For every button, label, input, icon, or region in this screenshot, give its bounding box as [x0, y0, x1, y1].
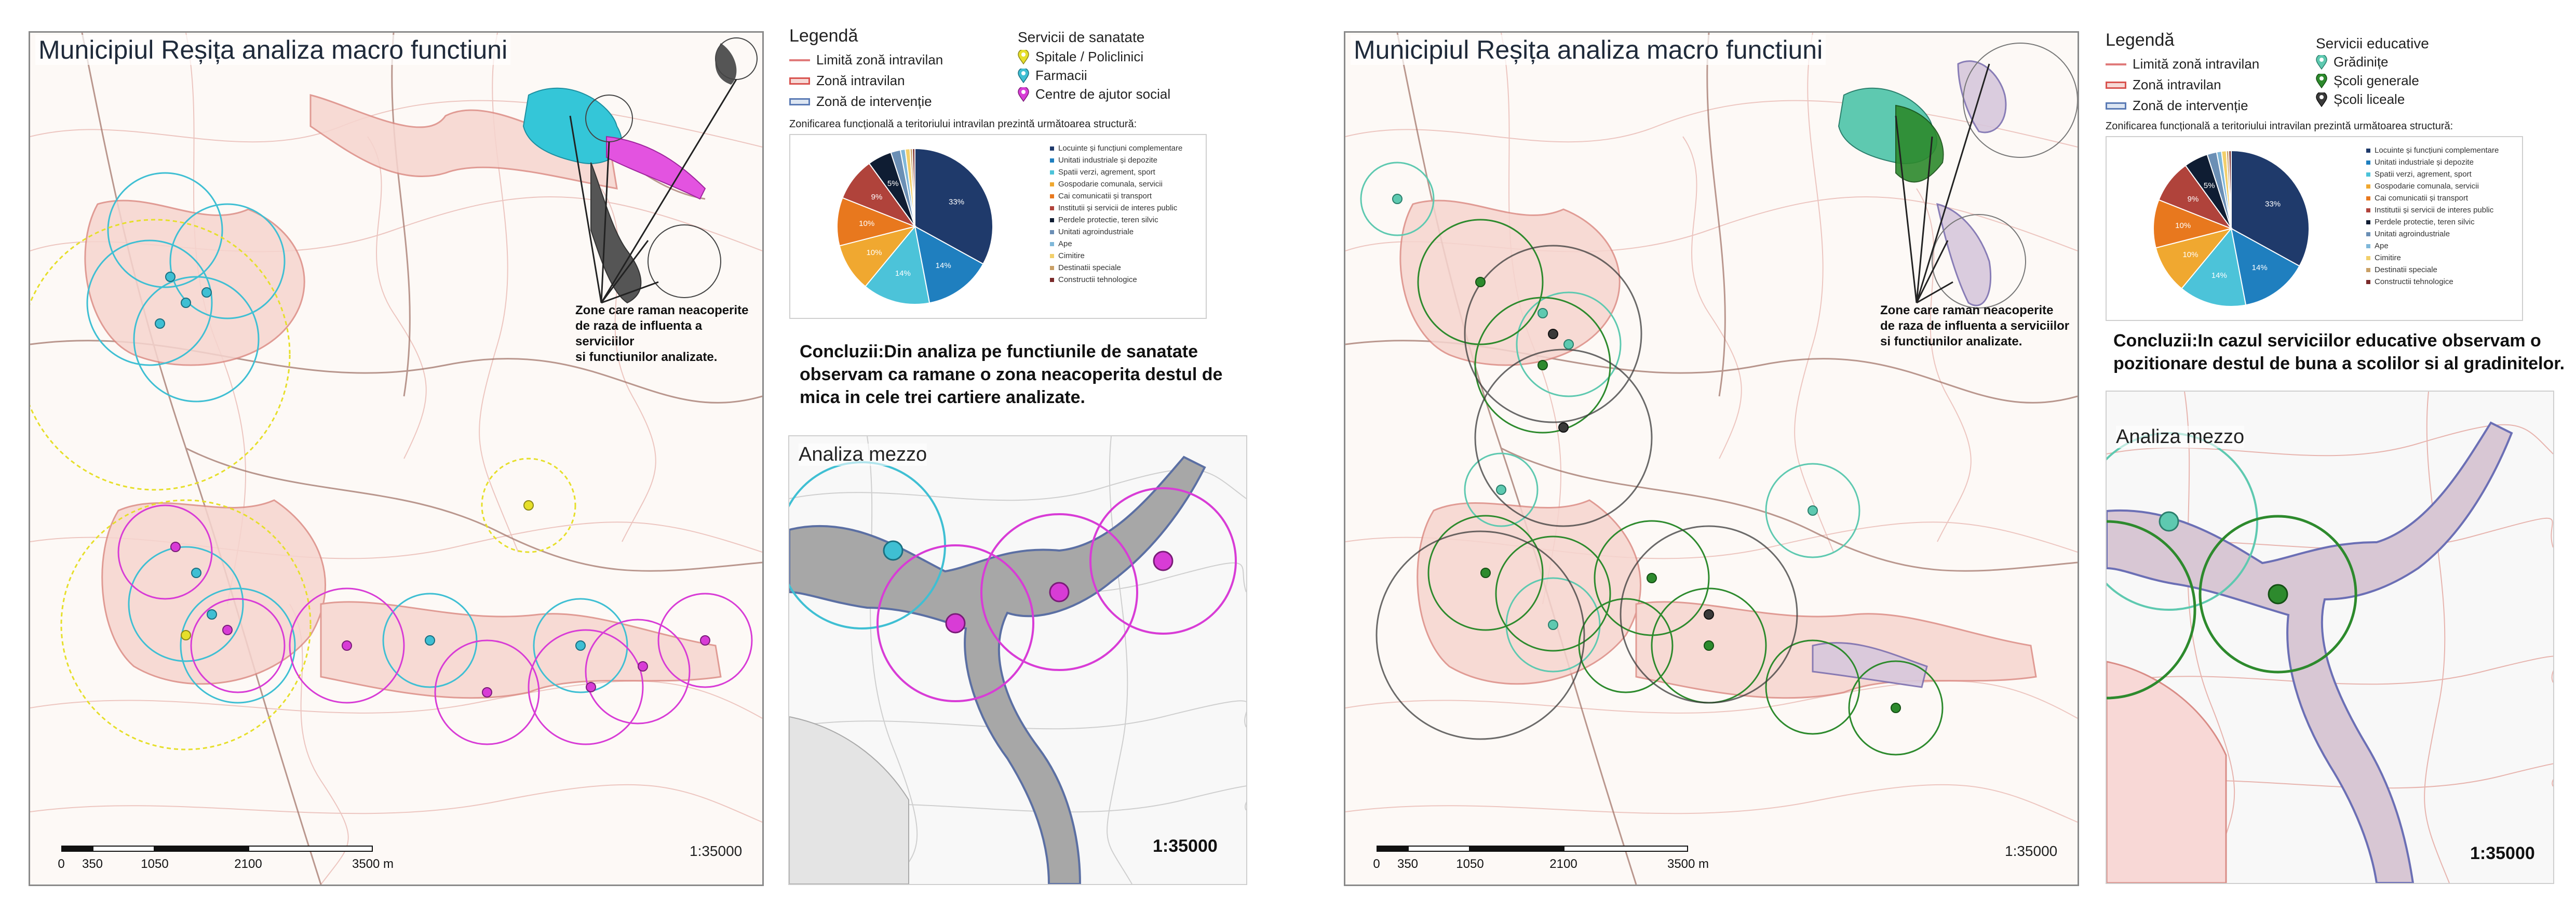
legend-item-intravilan	[2106, 77, 2221, 93]
legend-swatch	[2366, 208, 2370, 212]
legend-label: Spatii verzi, agrement, sport	[2375, 170, 2472, 179]
uncovered-zones-callout	[575, 303, 762, 365]
limit-line-swatch	[789, 59, 810, 61]
pie-legend-entry	[2366, 192, 2499, 204]
legend-label: Zonă de intervenție	[2133, 98, 2248, 113]
service-label: Grădinițe	[2334, 54, 2389, 70]
legend-swatch	[1050, 182, 1054, 186]
scale-tick: 3500 m	[1667, 857, 1709, 871]
legend-swatch	[2366, 280, 2370, 284]
zoning-caption: Zonificarea funcțională a teritoriului intravilan prezintă următoarea structură:	[2106, 120, 2453, 132]
service-item-hospitals	[1018, 49, 1143, 65]
inset-title: Analiza mezzo	[2116, 426, 2245, 448]
pie-legend-entry	[2366, 168, 2499, 180]
callout-line: si functiunilor analizate.	[1880, 334, 2022, 349]
pie-legend-entry	[2366, 180, 2499, 192]
legend-label: Limită zonă intravilan	[816, 52, 943, 68]
pie-legend-entry	[1050, 166, 1182, 178]
legend-swatch	[1050, 278, 1054, 282]
road-network	[1345, 33, 2078, 885]
pie-data-label: 14%	[2211, 271, 2227, 280]
pie-chart-svg	[2107, 137, 2335, 320]
pie-legend-entry	[1050, 154, 1182, 166]
legend-label: Zonă intravilan	[816, 73, 905, 88]
legend-swatch	[2366, 184, 2370, 189]
pie-data-label: 5%	[2203, 181, 2215, 191]
legend-label: Unitati industriale și depozite	[1058, 156, 1157, 165]
conclusion-line: observam ca ramane o zona neacoperita destul de	[800, 365, 1223, 384]
right-macro-map	[1344, 31, 2079, 886]
inset-scale: 1:35000	[1153, 836, 1218, 856]
pie-legend-entry	[2366, 216, 2499, 228]
legend-swatch	[1050, 266, 1054, 270]
zoning-pie-chart-right	[2106, 136, 2523, 321]
pie-legend-entry	[2366, 252, 2499, 264]
legend-swatch	[1050, 218, 1054, 222]
inset-title: Analiza mezzo	[799, 444, 927, 465]
service-label: Farmacii	[1035, 68, 1087, 83]
conclusion-line: Concluzii:Din analiza pe functiunile de sanatate	[800, 342, 1198, 361]
intravilan-zones	[1400, 200, 2036, 698]
legend-swatch	[2366, 196, 2370, 200]
intravilan-zones	[85, 95, 721, 698]
legend-label: Unitati agroindustriale	[2375, 230, 2450, 238]
pie-legend	[1050, 142, 1182, 286]
pie-legend-entry	[1050, 190, 1182, 202]
pharmacy-pin-icon	[1018, 69, 1029, 83]
pie-legend-entry	[1050, 250, 1182, 262]
pie-data-label: 14%	[2251, 263, 2268, 273]
pie-legend-entry	[1050, 226, 1182, 238]
legend-label: Constructii tehnologice	[2375, 277, 2453, 286]
conclusion-text	[800, 340, 1222, 409]
scale-tick: 0	[1373, 857, 1380, 871]
legend-swatch	[1050, 146, 1054, 151]
pie-data-label: 5%	[887, 179, 899, 189]
scale-tick: 1050	[1456, 857, 1484, 871]
intravilan-swatch	[2106, 82, 2126, 89]
scale-ratio: 1:35000	[2005, 843, 2058, 859]
legend-label: Institutii și servicii de interes public	[2375, 206, 2494, 215]
kindergarten-pin-icon	[2316, 55, 2327, 70]
legend-label: Spatii verzi, agrement, sport	[1058, 168, 1155, 177]
pie-legend-entry	[1050, 214, 1182, 226]
legend-swatch	[1050, 194, 1054, 198]
legend-label: Locuinte și funcțiuni complementare	[1058, 144, 1183, 153]
zoning-pie-chart-left	[789, 134, 1207, 319]
limit-line-swatch	[2106, 63, 2126, 65]
conclusion-line: mica in cele trei cartiere analizate.	[800, 387, 1085, 407]
service-item-social	[1018, 86, 1170, 102]
legend-label: Zonă intravilan	[2133, 77, 2221, 92]
pie-data-label: 10%	[2182, 250, 2199, 259]
pie-data-label: 10%	[866, 248, 882, 257]
mezzo-analysis-inset	[2106, 391, 2554, 884]
legend-label: Cimitire	[1058, 251, 1085, 260]
pie-data-label: 33%	[949, 197, 965, 207]
scale-tick: 350	[1397, 857, 1419, 871]
service-label: Centre de ajutor social	[1035, 86, 1171, 102]
legend-label: Perdele protectie, teren silvic	[2375, 218, 2475, 226]
pie-legend-entry	[2366, 240, 2499, 252]
service-item-high-schools	[2316, 91, 2405, 108]
legend-label: Gospodarie comunala, servicii	[2375, 182, 2479, 191]
pie-data-label: 14%	[895, 269, 911, 278]
legend-label: Destinatii speciale	[1058, 263, 1121, 272]
pie-legend-entry	[1050, 262, 1182, 274]
callout-line: de raza de influenta a serviciilor	[1880, 319, 2070, 333]
pie-legend-entry	[1050, 238, 1182, 250]
scale-ratio: 1:35000	[690, 843, 743, 859]
pie-data-label: 10%	[2175, 221, 2191, 231]
legend-swatch	[2366, 160, 2370, 165]
service-item-pharmacies	[1018, 68, 1087, 84]
pie-legend-entry	[2366, 204, 2499, 216]
legend-title: Legendă	[789, 26, 858, 46]
intravilan-swatch	[789, 77, 810, 85]
legend-swatch	[1050, 230, 1054, 234]
legend-label: Zonă de intervenție	[816, 93, 932, 109]
right-map-canvas	[1345, 33, 2078, 885]
inset-scale: 1:35000	[2470, 843, 2535, 863]
pie-legend-entry	[1050, 178, 1182, 190]
conclusion-line: Concluzii:In cazul serviciilor educative observam o	[2113, 331, 2541, 351]
legend-label: Perdele protectie, teren silvic	[1058, 216, 1158, 224]
pie-legend-entry	[2366, 276, 2499, 288]
scale-tick: 2100	[1549, 857, 1577, 871]
pie-chart-svg	[790, 135, 1019, 318]
scale-tick: 2100	[234, 857, 262, 871]
legend-swatch	[2366, 256, 2370, 260]
legend-label: Cai comunicatii și transport	[1058, 192, 1152, 200]
legend-item-interventie	[2106, 98, 2248, 114]
pie-data-label: 10%	[859, 219, 875, 229]
legend-label: Limită zonă intravilan	[2133, 56, 2260, 72]
pie-legend-entry	[1050, 274, 1182, 286]
interventie-swatch	[789, 98, 810, 105]
left-macro-map	[29, 31, 764, 886]
mezzo-analysis-inset	[788, 435, 1247, 885]
pie-legend-entry	[2366, 156, 2499, 168]
pie-legend-entry	[2366, 228, 2499, 240]
scale-bar	[1373, 846, 1709, 877]
pie-legend	[2366, 144, 2499, 288]
scale-tick: 3500 m	[352, 857, 394, 871]
legend-swatch	[2366, 268, 2370, 272]
legend-item-interventie	[789, 93, 932, 110]
legend-label: Constructii tehnologice	[1058, 275, 1137, 284]
pie-data-label: 9%	[2187, 194, 2199, 204]
scale-tick: 1050	[141, 857, 169, 871]
legend-swatch	[1050, 206, 1054, 210]
callout-line: si functiunilor analizate.	[575, 350, 718, 364]
legend-item-limit	[789, 52, 943, 68]
pie-legend-entry	[2366, 264, 2499, 276]
conclusion-line: pozitionare destul de buna a scolilor si al gradinitelor.	[2113, 354, 2565, 373]
legend-label: Cai comunicatii și transport	[2375, 194, 2469, 203]
legend-swatch	[2366, 149, 2370, 153]
legend-swatch	[1050, 170, 1054, 175]
service-item-kindergartens	[2316, 54, 2389, 70]
left-map-canvas	[30, 33, 762, 885]
legend-label: Cimitire	[2375, 253, 2401, 262]
legend-item-limit	[2106, 56, 2259, 72]
callout-line: Zone care raman neacoperite	[575, 303, 749, 317]
legend-swatch	[1050, 242, 1054, 246]
scale-bar	[58, 846, 394, 877]
zoning-caption: Zonificarea funcțională a teritoriului intravilan prezintă următoarea structură:	[789, 118, 1137, 130]
services-title: Servicii de sanatate	[1018, 29, 1145, 45]
callout-line: Zone care raman neacoperite	[1880, 303, 2054, 317]
legend-label: Ape	[2375, 242, 2389, 250]
legend-label: Unitati agroindustriale	[1058, 227, 1134, 236]
legend-label: Gospodarie comunala, servicii	[1058, 180, 1163, 189]
pie-data-label: 14%	[935, 261, 951, 271]
pie-data-label: 9%	[871, 192, 883, 202]
callout-line: de raza de influenta a serviciilor	[575, 319, 703, 349]
legend-swatch	[2366, 232, 2370, 236]
pie-legend-entry	[2366, 144, 2499, 156]
legend-item-intravilan	[789, 73, 905, 89]
legend-swatch	[2366, 244, 2370, 248]
legend-swatch	[2366, 172, 2370, 177]
legend-label: Institutii și servicii de interes public	[1058, 204, 1178, 212]
hospital-pin-icon	[1018, 50, 1029, 64]
service-label: Școli liceale	[2334, 91, 2405, 107]
social-pin-icon	[1018, 87, 1029, 102]
pie-data-label: 33%	[2265, 199, 2281, 209]
legend-label: Unitati industriale și depozite	[2375, 158, 2474, 167]
interventie-swatch	[2106, 102, 2126, 110]
legend-swatch	[1050, 254, 1054, 258]
legend-label: Locuinte și funcțiuni complementare	[2375, 146, 2499, 155]
high-school-pin-icon	[2316, 92, 2327, 107]
uncovered-zones-callout	[1880, 303, 2069, 350]
service-label: Spitale / Policlinici	[1035, 49, 1144, 64]
pie-legend-entry	[1050, 142, 1182, 154]
scale-tick: 350	[82, 857, 103, 871]
legend-label: Destinatii speciale	[2375, 265, 2437, 274]
legend-title: Legendă	[2106, 30, 2175, 50]
legend-swatch	[2366, 220, 2370, 224]
legend-label: Ape	[1058, 239, 1072, 248]
service-item-general-schools	[2316, 73, 2419, 89]
general-school-pin-icon	[2316, 74, 2327, 88]
services-title: Servicii educative	[2316, 35, 2429, 51]
legend-swatch	[1050, 158, 1054, 163]
service-label: Școli generale	[2334, 73, 2419, 88]
conclusion-text	[2113, 329, 2565, 375]
scale-tick: 0	[58, 857, 65, 871]
mezzo-map-canvas	[789, 436, 1246, 884]
map-title: Municipiul Reșița analiza macro functiuni	[35, 35, 510, 65]
mezzo-map-canvas	[2107, 392, 2553, 883]
pie-legend-entry	[1050, 202, 1182, 214]
map-title: Municipiul Reșița analiza macro functiuni	[1351, 35, 1826, 65]
